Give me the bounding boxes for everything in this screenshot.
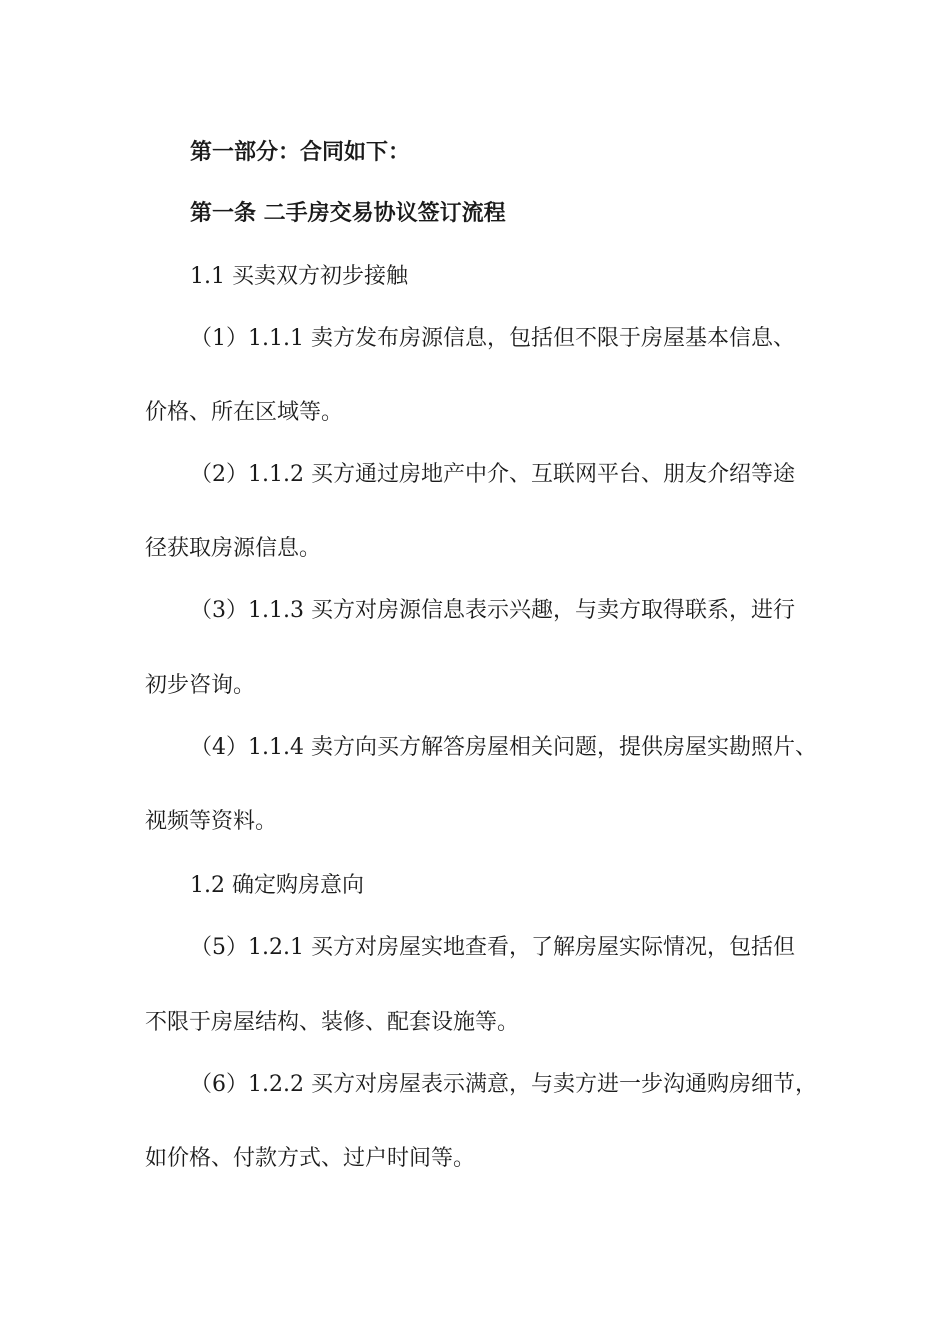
section-title: 1.2 确定购房意向 bbox=[190, 873, 364, 898]
list-item-first-line: （1）1.1.1 卖方发布房源信息，包括但不限于房屋基本信息、 bbox=[190, 326, 795, 351]
part-heading: 第一部分：合同如下： bbox=[190, 140, 411, 165]
list-item-continuation: 价格、所在区域等。 bbox=[145, 400, 344, 425]
list-item-continuation: 不限于房屋结构、装修、配套设施等。 bbox=[145, 1010, 520, 1035]
list-item-first-line: （5）1.2.1 买方对房屋实地查看，了解房屋实际情况，包括但 bbox=[190, 935, 795, 960]
list-item-continuation: 视频等资料。 bbox=[145, 809, 278, 834]
list-item-first-line: （2）1.1.2 买方通过房地产中介、互联网平台、朋友介绍等途 bbox=[190, 462, 795, 487]
list-item-continuation: 径获取房源信息。 bbox=[145, 536, 322, 561]
list-item-first-line: （3）1.1.3 买方对房源信息表示兴趣，与卖方取得联系，进行 bbox=[190, 598, 795, 623]
list-item-first-line: （6）1.2.2 买方对房屋表示满意，与卖方进一步沟通购房细节， bbox=[190, 1072, 817, 1097]
list-item-continuation: 初步咨询。 bbox=[145, 673, 256, 698]
section-title: 1.1 买卖双方初步接触 bbox=[190, 264, 408, 289]
list-item-first-line: （4）1.1.4 卖方向买方解答房屋相关问题，提供房屋实勘照片、 bbox=[190, 735, 817, 760]
article-heading: 第一条 二手房交易协议签订流程 bbox=[190, 201, 506, 226]
list-item-continuation: 如价格、付款方式、过户时间等。 bbox=[145, 1146, 476, 1171]
